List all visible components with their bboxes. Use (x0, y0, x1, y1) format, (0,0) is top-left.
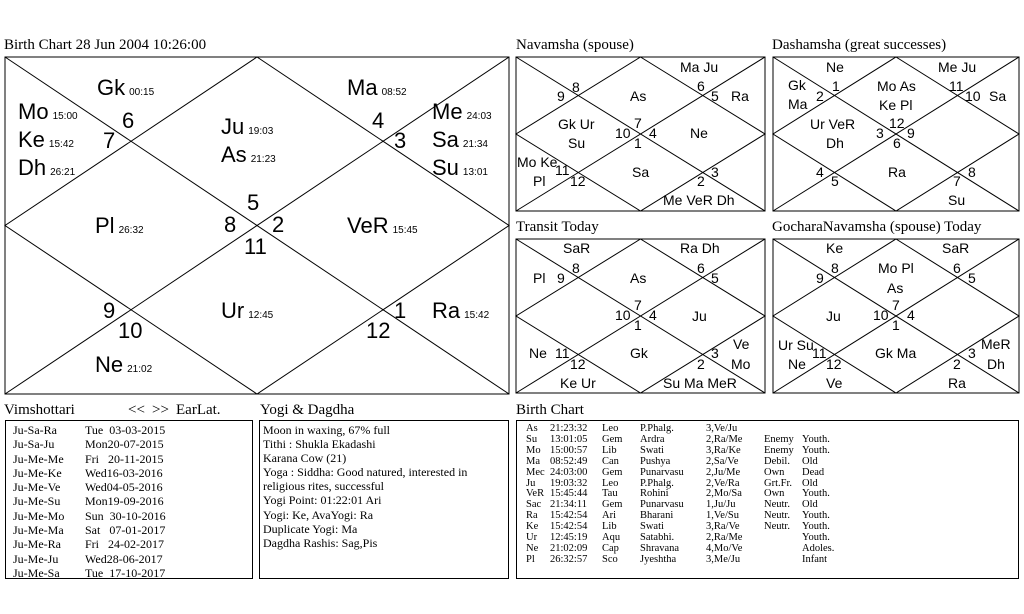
house-number: 11 (555, 162, 570, 178)
planet-sign: Sco (602, 553, 618, 565)
next-dasha-button[interactable]: >> (152, 402, 169, 418)
planet-sign: Gem (602, 466, 623, 478)
planet-dignity: Own (764, 466, 785, 478)
planet-longitude: 15:42:54 (550, 521, 588, 533)
planet-label: Ne (690, 125, 708, 141)
house-number: 12 (570, 356, 586, 372)
house-number: 8 (572, 260, 580, 276)
planet-avastha: Dead (802, 466, 825, 478)
planet-sign: Leo (602, 423, 619, 434)
house-number: 8 (831, 260, 839, 276)
planet-pada-lords: 3,Ra/Ke (706, 444, 741, 456)
planet-label: VeR 15:45 (347, 213, 418, 238)
dasha-row[interactable] (13, 452, 166, 466)
planet-dignity: Neutr. (764, 521, 790, 533)
house-number: 9 (907, 125, 915, 141)
planet-sign: Cap (602, 542, 619, 554)
planet-longitude: 15:45:44 (550, 488, 588, 500)
birth-table-title: Birth Chart (516, 402, 584, 418)
birth-table-panel (516, 420, 1019, 579)
planet-sign: Tau (602, 488, 618, 500)
house-number: 7 (892, 297, 900, 313)
vimshottari-panel (5, 420, 253, 579)
planet-planet: Ma (526, 455, 540, 467)
planet-label: SaR (942, 240, 970, 256)
house-number: 2 (272, 212, 285, 237)
planet-sign: Gem (602, 433, 623, 445)
planet-sign: Lib (602, 444, 617, 456)
dasha-start-date: Tue 03-03-2015 (85, 423, 166, 437)
planet-pada-lords: 2,Ra/Me (706, 433, 743, 445)
birth-chart-title: Birth Chart 28 Jun 2004 10:26:00 (4, 37, 207, 53)
planet-label: Me 24:03 (432, 99, 492, 124)
planet-label: Mo 15:00 (18, 99, 78, 124)
planet-dignity (764, 533, 802, 544)
yoga: Yoga : Siddha: Good natured, interested in religious rites, successful (263, 465, 468, 494)
planet-label: Ve (826, 375, 843, 391)
house-number: 9 (557, 270, 565, 286)
yogi-point: Yogi Point: 01:22:01 Ari (263, 493, 382, 508)
planet-longitude: 21:23:32 (550, 423, 588, 434)
house-number: 4 (907, 307, 915, 323)
planet-degree: 15:00 (52, 111, 78, 122)
planet-label: Ju 19:03 (221, 114, 274, 139)
planet-nakshatra: Bharani (640, 510, 674, 522)
planet-pada-lords: 3,Ra/Ve (706, 521, 740, 533)
planet-degree: 26:21 (50, 167, 76, 178)
planet-label: Su (568, 135, 586, 151)
planet-longitude: 26:32:57 (550, 553, 588, 565)
planet-label: Ma (788, 96, 808, 112)
planet-degree: 15:45 (392, 225, 418, 236)
house-number: 11 (555, 345, 570, 361)
planet-label: Ma Ju (680, 59, 719, 75)
planet-avastha: Youth. (802, 532, 830, 544)
dasha-period: Ju-Me-Ve (13, 480, 61, 495)
planet-planet: Ra (526, 510, 538, 522)
duplicate-yogi: Duplicate Yogi: Ma (263, 521, 358, 536)
planet-pada-lords: 3,Ve/Ju (706, 423, 738, 434)
planet-label: Gk Ur (558, 116, 595, 132)
dasha-row[interactable] (13, 466, 166, 480)
planet-planet: Mec (526, 466, 545, 478)
dasha-row[interactable] (13, 494, 166, 508)
karana: Karana Cow (21) (263, 451, 347, 466)
planet-label: As (630, 270, 647, 286)
planet-pada-lords: 2,Ju/Me (706, 466, 741, 478)
house-number: 12 (366, 318, 391, 343)
house-number: 6 (697, 260, 705, 276)
planet-dignity (764, 555, 802, 566)
planet-avastha: Youth. (802, 444, 830, 456)
planet-row (526, 457, 842, 468)
planet-degree: 15:42 (48, 139, 74, 150)
planet-pada-lords: 2,Ra/Me (706, 532, 743, 544)
planet-label: SaR (563, 240, 591, 256)
dasha-start-date: Fri 24-02-2017 (85, 537, 164, 552)
planet-label: Ur Su (778, 337, 814, 353)
planet-dignity: Debil. (764, 455, 790, 467)
dasha-row[interactable] (13, 437, 166, 451)
house-number: 6 (697, 78, 705, 94)
planet-degree: 26:32 (118, 225, 144, 236)
dasha-row[interactable] (13, 480, 166, 494)
planet-label: Ke Pl (879, 97, 913, 113)
planet-degree: 15:42 (464, 310, 490, 321)
house-number: 11 (812, 345, 827, 361)
planet-degree: 00:15 (129, 87, 155, 98)
planet-label: Pl (533, 270, 546, 286)
dasha-period: Ju-Me-Sa (13, 565, 60, 580)
transit-title: Transit Today (516, 219, 599, 235)
planet-pada-lords: 2,Sa/Ve (706, 455, 739, 467)
dasha-row[interactable] (13, 552, 166, 566)
house-number: 8 (968, 164, 976, 180)
dasha-start-date: Mon19-09-2016 (85, 494, 164, 509)
planet-label: Dh (826, 135, 844, 151)
planet-planet: Sac (526, 499, 542, 511)
planet-avastha: Old (802, 477, 818, 489)
planet-planet: Su (526, 433, 538, 445)
dagdha-rashis: Dagdha Rashis: Sag,Pis (263, 535, 378, 550)
dasha-period: Ju-Me-Me (13, 451, 64, 466)
planet-label: Ur 12:45 (221, 298, 274, 323)
planet-label: As 21:23 (221, 142, 276, 167)
dasha-row[interactable] (13, 423, 166, 437)
planet-label: Pl 26:32 (95, 213, 144, 238)
planet-nakshatra: Ardra (640, 433, 665, 445)
dasha-start-date: Tue 17-10-2017 (85, 565, 166, 580)
planet-label: Ra Dh (680, 240, 720, 256)
house-number: 10 (615, 125, 631, 141)
house-number: 4 (816, 164, 824, 180)
planet-label: As (630, 88, 647, 104)
house-number: 3 (711, 345, 719, 361)
planet-label: Ra 15:42 (432, 298, 490, 323)
planet-label: MeR (981, 336, 1011, 352)
planet-avastha: Adoles. (802, 542, 835, 554)
vimshottari-title: Vimshottari (4, 402, 75, 418)
dasha-start-date: Fri 20-11-2015 (85, 451, 164, 466)
planet-label: Mo As (877, 78, 916, 94)
house-number: 10 (873, 307, 889, 323)
navamsha-title: Navamsha (spouse) (516, 37, 634, 53)
planet-label: Pl (533, 173, 546, 189)
planet-label: Ne (529, 345, 547, 361)
dasha-start-date: Mon20-07-2015 (85, 437, 164, 452)
planet-longitude: 08:52:49 (550, 455, 588, 467)
earlat-option[interactable]: EarLat. (176, 402, 221, 418)
planet-degree: 24:03 (466, 111, 492, 122)
planet-planet: Mo (526, 444, 541, 456)
planet-label: Ra (948, 375, 966, 391)
planet-longitude: 21:34:11 (550, 499, 587, 511)
planet-planet: Ju (526, 477, 536, 489)
planet-pada-lords: 2,Mo/Sa (706, 488, 742, 500)
house-number: 3 (394, 128, 407, 153)
dasha-period: Ju-Me-Ra (13, 537, 61, 552)
planet-longitude: 13:01:05 (550, 433, 588, 445)
house-number: 11 (949, 78, 964, 94)
dasha-start-date: Sun 30-10-2016 (85, 508, 166, 523)
planet-nakshatra: P.Phalg. (640, 423, 674, 434)
planet-avastha: Old (802, 499, 818, 511)
planet-longitude: 12:45:19 (550, 532, 588, 544)
planet-nakshatra: Punarvasu (640, 466, 684, 478)
planet-avastha: Youth. (802, 488, 830, 500)
planet-label: Ne (788, 356, 806, 372)
gochara-navamsha-title: GocharaNavamsha (spouse) Today (772, 219, 982, 235)
planet-dignity: Neutr. (764, 510, 790, 522)
planet-label: Ra (888, 164, 906, 180)
planet-label: Ma 08:52 (347, 75, 407, 100)
house-number: 5 (968, 270, 976, 286)
planet-dignity: Enemy (764, 433, 794, 445)
planet-label: Sa (632, 164, 650, 180)
planet-degree: 13:01 (462, 167, 488, 178)
planet-pada-lords: 1,Ju/Ju (706, 499, 736, 511)
planet-label: Mo Pl (878, 260, 914, 276)
planet-longitude: 21:02:09 (550, 542, 588, 554)
planet-label: Gk 00:15 (97, 75, 155, 100)
house-number: 2 (816, 88, 824, 104)
planet-pada-lords: 1,Ve/Su (706, 510, 739, 522)
planet-avastha: Youth. (802, 510, 830, 522)
planet-sign: Leo (602, 477, 619, 489)
house-number: 7 (103, 128, 116, 153)
dasha-period: Ju-Me-Mo (13, 508, 65, 523)
planet-nakshatra: Jyeshtha (640, 553, 677, 565)
dasha-period: Ju-Me-Ke (13, 465, 62, 480)
planet-degree: 08:52 (381, 87, 407, 98)
planet-sign: Can (602, 455, 619, 467)
planet-sign: Ari (602, 510, 616, 522)
planet-row (526, 555, 842, 566)
dasha-period: Ju-Me-Ma (13, 523, 64, 538)
house-number: 3 (968, 345, 976, 361)
planet-avastha: Infant (802, 553, 828, 565)
planet-label: Ne (826, 59, 844, 75)
house-number: 3 (711, 164, 719, 180)
planet-dignity: Grt.Fr. (764, 477, 793, 489)
planet-pada-lords: 3,Me/Ju (706, 553, 741, 565)
dasha-start-date: Wed04-05-2016 (85, 480, 163, 495)
house-number: 10 (965, 88, 981, 104)
planet-avastha: Old (802, 455, 818, 467)
house-number: 1 (634, 317, 642, 333)
planet-label: Mo Ke (517, 154, 558, 170)
planet-label: Ve (733, 336, 750, 352)
planet-dignity: Neutr. (764, 499, 790, 511)
planet-degree: 21:23 (250, 154, 276, 165)
yogi-dagdha-panel (259, 420, 509, 579)
house-number: 8 (572, 79, 580, 95)
planet-label: Ra (731, 88, 749, 104)
house-number: 12 (826, 356, 842, 372)
planet-avastha: Youth. (802, 521, 830, 533)
house-number: 1 (634, 135, 642, 151)
planet-label: Ne 21:02 (95, 352, 153, 377)
planet-planet: Ke (526, 521, 539, 533)
dashamsha-title: Dashamsha (great successes) (772, 37, 947, 53)
dasha-row[interactable] (13, 566, 166, 580)
planet-nakshatra: Shravana (640, 542, 680, 554)
planet-label: Su (948, 192, 966, 208)
dasha-row[interactable] (13, 537, 166, 551)
house-number: 6 (953, 260, 961, 276)
planet-label: Sa (989, 88, 1007, 104)
planet-planet: Ne (526, 542, 539, 554)
house-number: 9 (557, 88, 565, 104)
house-number: 7 (634, 115, 642, 131)
moon-phase: Moon in waxing, 67% full (263, 423, 390, 437)
house-number: 9 (103, 298, 116, 323)
planet-dignity: Enemy (764, 444, 794, 456)
house-number: 1 (394, 298, 407, 323)
planet-label: Mo (731, 356, 751, 372)
planet-pada-lords: 4,Mo/Ve (706, 542, 743, 554)
planet-label: Me VeR Dh (663, 192, 735, 208)
house-number: 7 (953, 173, 961, 189)
planet-sign: Gem (602, 499, 623, 511)
planet-label: Su 13:01 (432, 155, 488, 180)
house-number: 4 (649, 307, 657, 323)
planet-label: Ke 15:42 (18, 127, 74, 152)
planet-label: Gk (630, 345, 648, 361)
yogi-dagdha-title: Yogi & Dagdha (260, 402, 355, 418)
dasha-start-date: Wed28-06-2017 (85, 551, 163, 566)
house-number: 6 (122, 108, 135, 133)
yogi-avayogi: Yogi: Ke, AvaYogi: Ra (263, 507, 374, 522)
planet-dignity: Own (764, 488, 785, 500)
house-number: 7 (634, 297, 642, 313)
planet-planet: VeR (526, 488, 545, 500)
planet-dignity (764, 544, 802, 555)
planet-label: Gk Ma (875, 345, 917, 361)
planet-label: Su Ma MeR (663, 375, 737, 391)
house-number: 2 (697, 173, 705, 189)
house-number: 1 (892, 317, 900, 333)
house-number: 5 (831, 173, 839, 189)
planet-nakshatra: Satabhi. (640, 532, 675, 544)
planet-nakshatra: P.Phalg. (640, 477, 674, 489)
planet-planet: Pl (526, 553, 535, 565)
planet-label: Dh (987, 356, 1005, 372)
dasha-period: Ju-Sa-Ra (13, 423, 57, 437)
house-number: 5 (247, 190, 260, 215)
planet-label: Ke (826, 240, 844, 256)
planet-nakshatra: Pushya (640, 455, 671, 467)
planet-longitude: 15:00:57 (550, 444, 588, 456)
house-number: 2 (953, 356, 961, 372)
planet-label: Sa 21:34 (432, 127, 488, 152)
planet-nakshatra: Punarvasu (640, 499, 684, 511)
planet-planet: As (526, 423, 538, 434)
planet-longitude: 19:03:32 (550, 477, 588, 489)
house-number: 12 (570, 173, 586, 189)
dasha-period: Ju-Me-Ju (13, 551, 59, 566)
house-number: 4 (372, 108, 385, 133)
planet-longitude: 24:03:00 (550, 466, 588, 478)
planet-label: Gk (788, 77, 806, 93)
planet-label: Ju (826, 308, 841, 324)
planet-label: As (887, 280, 904, 296)
dasha-period: Ju-Me-Su (13, 494, 61, 509)
planet-longitude: 15:42:54 (550, 510, 588, 522)
planet-label: Ur VeR (810, 116, 856, 132)
dasha-start-date: Sat 07-01-2017 (85, 523, 166, 538)
planet-avastha: Youth. (802, 433, 830, 445)
house-number: 10 (118, 318, 143, 343)
tithi: Tithi : Shukla Ekadashi (263, 437, 376, 452)
dasha-row[interactable] (13, 523, 166, 537)
house-number: 5 (711, 88, 719, 104)
house-number: 10 (615, 307, 631, 323)
house-number: 1 (832, 78, 840, 94)
planet-pada-lords: 2,Ve/Ra (706, 477, 740, 489)
planet-nakshatra: Swati (640, 444, 664, 456)
planet-degree: 21:34 (462, 139, 488, 150)
planet-label: Ju (692, 308, 707, 324)
planet-planet: Ur (526, 532, 538, 544)
planet-degree: 19:03 (248, 126, 274, 137)
planet-nakshatra: Swati (640, 521, 664, 533)
planet-nakshatra: Rohini (640, 488, 669, 500)
house-number: 12 (889, 115, 905, 131)
dasha-start-date: Wed16-03-2016 (85, 465, 163, 480)
house-number: 4 (649, 125, 657, 141)
planet-sign: Lib (602, 521, 617, 533)
house-number: 11 (244, 234, 267, 259)
planet-row (526, 468, 842, 479)
dasha-row[interactable] (13, 509, 166, 523)
house-number: 2 (697, 356, 705, 372)
prev-dasha-button[interactable]: << (128, 402, 145, 418)
house-number: 9 (816, 270, 824, 286)
house-number: 8 (224, 212, 237, 237)
planet-label: Me Ju (938, 59, 977, 75)
planet-degree: 21:02 (127, 364, 153, 375)
planet-degree: 12:45 (248, 310, 274, 321)
house-number: 5 (711, 270, 719, 286)
house-number: 6 (893, 135, 901, 151)
planet-label: Dh 26:21 (18, 155, 76, 180)
house-number: 3 (876, 125, 884, 141)
planet-label: Ke Ur (560, 375, 596, 391)
dasha-period: Ju-Sa-Ju (13, 437, 55, 452)
planet-sign: Aqu (602, 532, 621, 544)
